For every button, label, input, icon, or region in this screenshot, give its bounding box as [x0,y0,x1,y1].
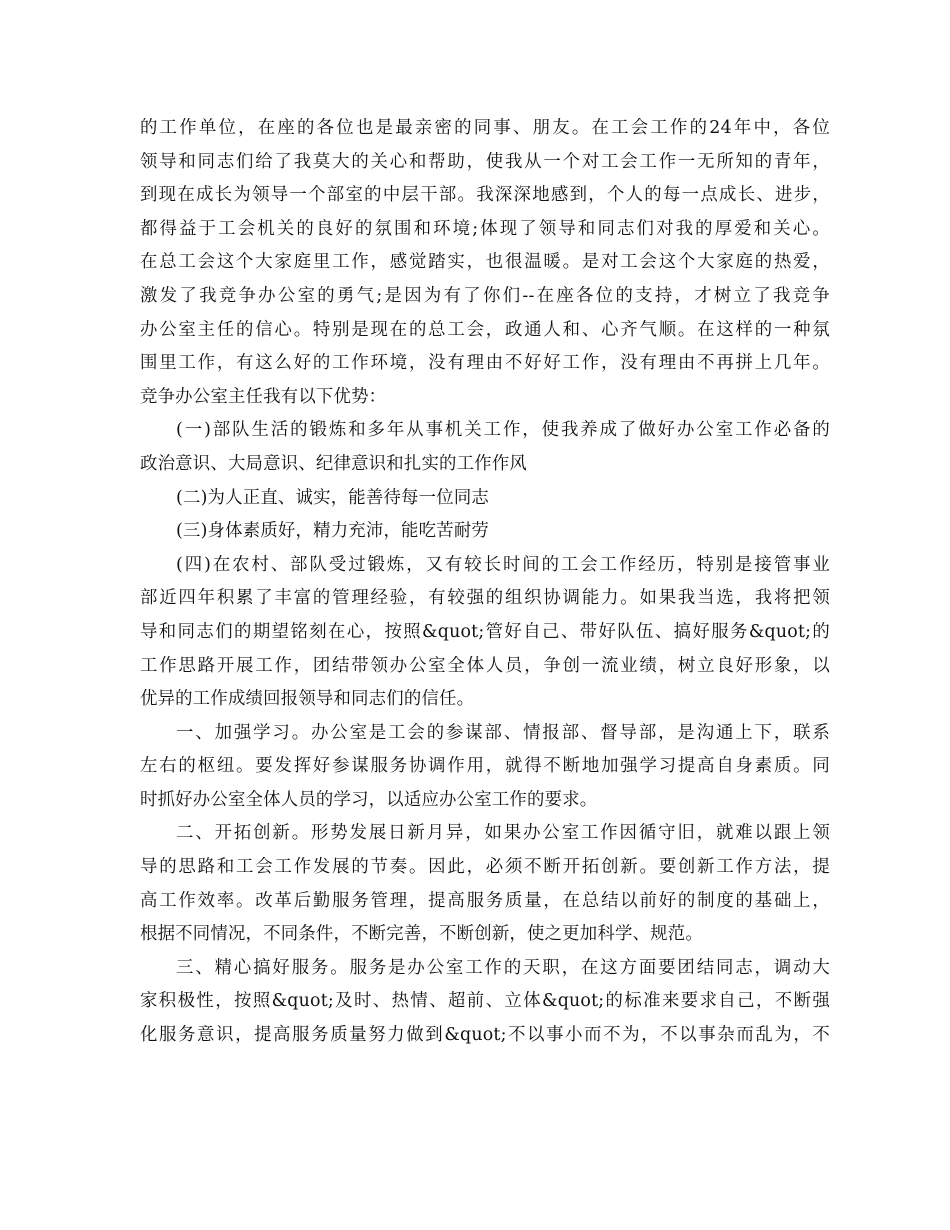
document-body [140,112,830,1053]
text-line: 化服务意识，提高服务质量努力做到&quot;不以事小而不为，不以事杂而乱为，不 [140,1025,830,1046]
text-line: (三)身体素质好，精力充沛，能吃苦耐劳 [176,521,490,542]
text-line: 时抓好办公室全体人员的学习，以适应办公室工作的要求。 [140,789,598,810]
text-line: (二)为人正直、诚实，能善待每一位同志 [176,487,490,508]
text-line: 围里工作，有这么好的工作环境，没有理由不好好工作，没有理由不再拼上几年。 [140,353,830,374]
text-line: 政治意识、大局意识、纪律意识和扎实的工作作风 [140,453,527,474]
text-line: (四)在农村、部队受过锻炼，又有较长时间的工会工作经历，特别是接管事业 [176,554,830,575]
text-line: 都得益于工会机关的良好的氛围和环境;体现了领导和同志们对我的厚爱和关心。 [140,218,830,239]
text-line: 三、精心搞好服务。服务是办公室工作的天职，在这方面要团结同志，调动大 [176,957,830,978]
text-line: 办公室主任的信心。特别是现在的总工会，政通人和、心齐气顺。在这样的一种氛 [140,319,830,340]
text-line: 竞争办公室主任我有以下优势： [140,386,387,407]
text-line: (一)部队生活的锻炼和多年从事机关工作，使我养成了做好办公室工作必备的 [176,420,830,441]
text-line: 激发了我竞争办公室的勇气;是因为有了你们--在座各位的支持，才树立了我竞争 [140,285,830,306]
text-line: 导的思路和工会工作发展的节奏。因此，必须不断开拓创新。要创新工作方法，提 [140,857,830,878]
text-line: 二、开拓创新。形势发展日新月异，如果办公室工作因循守旧，就难以跟上领 [176,823,830,844]
text-line: 高工作效率。改革后勤服务管理，提高服务质量，在总结以前好的制度的基础上， [140,890,830,911]
text-line: 工作思路开展工作，团结带领办公室全体人员，争创一流业绩，树立良好形象，以 [140,655,830,676]
text-line: 在总工会这个大家庭里工作，感觉踏实，也很温暖。是对工会这个大家庭的热爱， [140,252,830,273]
text-line: 根据不同情况，不同条件，不断完善，不断创新，使之更加科学、规范。 [140,924,703,945]
text-line: 优异的工作成绩回报领导和同志们的信任。 [140,689,475,710]
text-line: 到现在成长为领导一个部室的中层干部。我深深地感到，个人的每一点成长、进步， [140,185,830,206]
text-line: 一、加强学习。办公室是工会的参谋部、情报部、督导部，是沟通上下，联系 [176,722,830,743]
text-line: 左右的枢纽。要发挥好参谋服务协调作用，就得不断地加强学习提高自身素质。同 [140,756,830,777]
text-line: 部近四年积累了丰富的管理经验，有较强的组织协调能力。如果我当选，我将把领 [140,588,830,609]
text-line: 家积极性，按照&quot;及时、热情、超前、立体&quot;的标准来要求自己，不断强 [140,991,830,1012]
text-line: 的工作单位，在座的各位也是最亲密的同事、朋友。在工会工作的24年中，各位 [140,118,830,138]
text-line: 导和同志们的期望铭刻在心，按照&quot;管好自己、带好队伍、搞好服务&quot;的 [140,621,830,642]
text-line: 领导和同志们给了我莫大的关心和帮助，使我从一个对工会工作一无所知的青年， [140,151,830,172]
